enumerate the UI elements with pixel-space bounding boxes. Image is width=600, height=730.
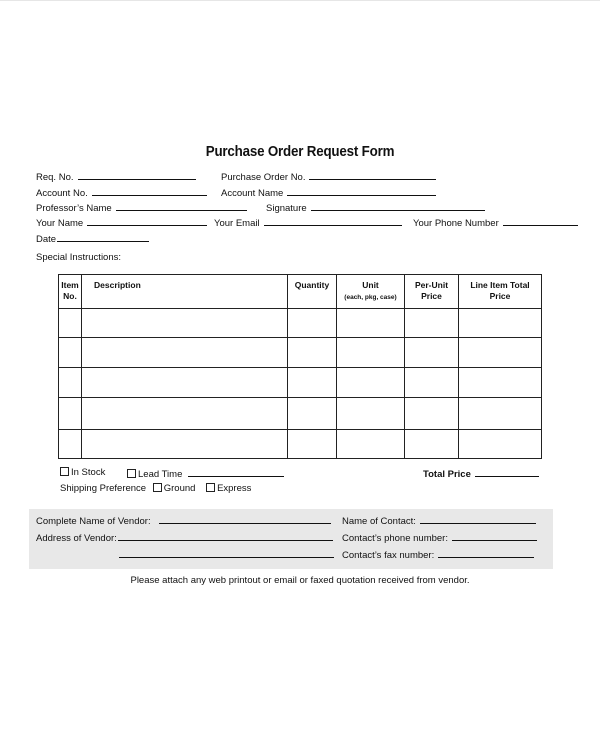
cell-description[interactable] [82, 430, 288, 459]
special-instructions-label: Special Instructions: [36, 252, 122, 263]
your-name-field[interactable] [36, 216, 207, 230]
professor-name-label: Professor’s Name [36, 203, 112, 214]
total-price-label: Total Price [423, 469, 471, 480]
signature-label: Signature [266, 203, 307, 214]
cell-unit[interactable] [337, 309, 405, 338]
header-description: Description [82, 275, 288, 309]
account-no-field[interactable] [36, 186, 207, 200]
contact-name-field[interactable] [342, 514, 536, 528]
date-label: Date [36, 234, 57, 245]
vendor-address-line-2[interactable] [119, 548, 334, 562]
cell-quantity[interactable] [288, 368, 337, 398]
cell-line-total[interactable] [459, 398, 542, 430]
cell-per-unit-price[interactable] [405, 368, 459, 398]
po-no-field[interactable] [221, 170, 436, 184]
cell-description[interactable] [82, 398, 288, 430]
your-phone-field[interactable] [413, 216, 578, 230]
ground-checkbox[interactable] [153, 483, 162, 492]
in-stock-checkbox[interactable] [60, 467, 69, 476]
express-checkbox[interactable] [206, 483, 215, 492]
cell-item-no[interactable] [59, 309, 82, 338]
cell-line-total[interactable] [459, 338, 542, 368]
header-quantity: Quantity [288, 275, 337, 309]
cell-per-unit-price[interactable] [405, 430, 459, 459]
vendor-address-label: Address of Vendor: [36, 533, 117, 544]
cell-description[interactable] [82, 309, 288, 338]
your-name-label: Your Name [36, 218, 84, 229]
professor-name-field[interactable] [36, 201, 247, 215]
header-unit: Unit (each, pkg, case) [337, 275, 405, 309]
attachment-note: Please attach any web printout or email or faxed quotation received from vendor. [130, 575, 470, 586]
total-price-field[interactable] [423, 467, 539, 481]
contact-fax-field[interactable] [342, 548, 534, 562]
table-header-row [59, 275, 542, 309]
cell-per-unit-price[interactable] [405, 338, 459, 368]
date-field[interactable] [36, 232, 149, 246]
cell-unit[interactable] [337, 398, 405, 430]
form-title: Purchase Order Request Form [205, 144, 395, 160]
req-no-label: Req. No. [36, 172, 74, 183]
req-no-field[interactable] [36, 170, 196, 184]
table-row [59, 398, 542, 430]
cell-quantity[interactable] [288, 430, 337, 459]
cell-unit[interactable] [337, 338, 405, 368]
cell-line-total[interactable] [459, 368, 542, 398]
header-line-total: Line Item Total Price [459, 275, 542, 309]
lead-time-label: Lead Time [138, 469, 183, 480]
table-row [59, 309, 542, 338]
shipping-preference [60, 483, 251, 495]
cell-description[interactable] [82, 338, 288, 368]
cell-line-total[interactable] [459, 309, 542, 338]
lead-time-checkbox[interactable] [127, 469, 136, 478]
ground-label: Ground [163, 483, 196, 494]
lead-time-option[interactable] [127, 467, 284, 481]
shipping-preference-label: Shipping Preference [60, 483, 147, 494]
express-label: Express [217, 483, 252, 494]
your-email-field[interactable] [214, 216, 402, 230]
po-no-label: Purchase Order No. [221, 172, 306, 183]
contact-phone-label: Contact’s phone number: [342, 533, 448, 544]
table-row [59, 430, 542, 459]
your-phone-label: Your Phone Number [413, 218, 499, 229]
contact-fax-label: Contact’s fax number: [342, 550, 435, 561]
cell-item-no[interactable] [59, 368, 82, 398]
signature-field[interactable] [266, 201, 485, 215]
header-per-unit-price: Per-Unit Price [405, 275, 459, 309]
cell-quantity[interactable] [288, 309, 337, 338]
contact-phone-field[interactable] [342, 531, 537, 545]
cell-quantity[interactable] [288, 398, 337, 430]
cell-unit[interactable] [337, 368, 405, 398]
cell-quantity[interactable] [288, 338, 337, 368]
cell-item-no[interactable] [59, 430, 82, 459]
items-table [58, 274, 542, 459]
in-stock-option[interactable] [60, 467, 105, 479]
table-row [59, 338, 542, 368]
account-name-field[interactable] [221, 186, 436, 200]
cell-item-no[interactable] [59, 398, 82, 430]
contact-name-label: Name of Contact: [342, 516, 416, 527]
cell-item-no[interactable] [59, 338, 82, 368]
in-stock-label: In Stock [71, 467, 106, 478]
your-email-label: Your Email [214, 218, 260, 229]
vendor-name-label: Complete Name of Vendor: [36, 516, 151, 527]
vendor-address-field[interactable] [36, 531, 333, 545]
cell-per-unit-price[interactable] [405, 398, 459, 430]
header-item-no: Item No. [59, 275, 82, 309]
account-name-label: Account Name [221, 188, 284, 199]
account-no-label: Account No. [36, 188, 88, 199]
cell-unit[interactable] [337, 430, 405, 459]
vendor-name-field[interactable] [36, 514, 331, 528]
cell-per-unit-price[interactable] [405, 309, 459, 338]
table-row [59, 368, 542, 398]
cell-description[interactable] [82, 368, 288, 398]
cell-line-total[interactable] [459, 430, 542, 459]
